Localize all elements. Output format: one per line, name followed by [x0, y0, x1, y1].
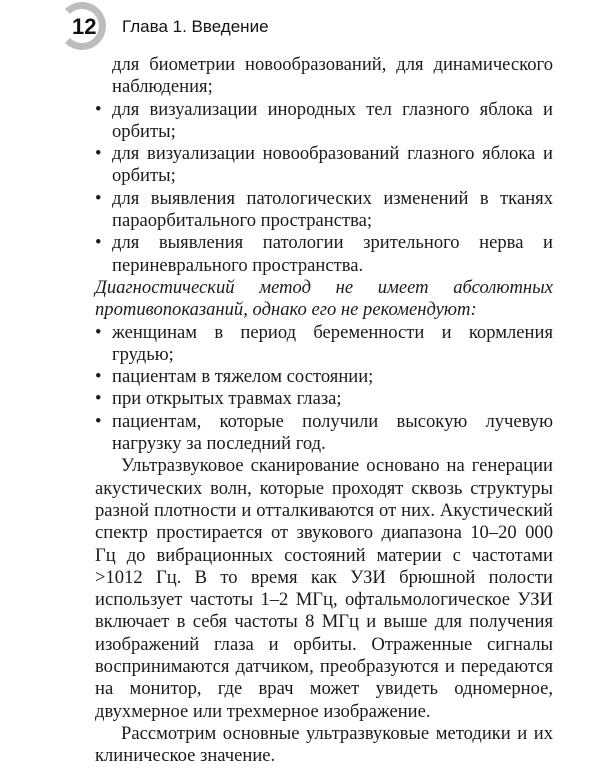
page-content: [95, 54, 553, 768]
list-item: • для визуализации инородных тел глазного яблока и орбиты;: [95, 99, 553, 144]
list-item: • для выявления патологии зрительного нерва и периневрального пространства.: [95, 232, 553, 277]
contraindications-intro: Диагностический метод не имеет абсолютных противопоказаний, однако его не рекомендуют:: [95, 276, 553, 321]
list-item: • женщинам в период беременности и кормления грудью;: [95, 322, 553, 367]
list-item: • пациентам в тяжелом состоянии;: [95, 366, 553, 388]
indications-list: [95, 54, 553, 277]
list-item: • для визуализации новообразований глазного яблока и орбиты;: [95, 143, 553, 188]
list-item: для биометрии новообразований, для динамического наблюдения;: [112, 54, 553, 98]
page-header: [52, 0, 562, 60]
list-item: • для выявления патологических изменений в тканях параорбитального пространства;: [95, 188, 553, 233]
body-paragraph: Рассмотрим основные ультразвуковые методики и их клиническое значение.: [95, 722, 553, 767]
list-item: • при открытых травмах глаза;: [95, 388, 553, 410]
body-paragraph: Ультразвуковое сканирование основано на генерации акустических волн, которые проходят сквозь структуры разной плотности и отталкиваются от них. Акустический спектр простирается от звукового диапазона 10–20 000 Гц до вибрационных состояний материи с частотами >1012 Гц. В то время как УЗИ брюшной полости использует частоты 1–2 МГц, офтальмологическое УЗИ включает в себя частоты 8 МГц и выше для получения изображений глаза и орбиты. Отраженные сигналы воспринимаются датчиком, преобразуются и передаются на монитор, где врач может увидеть одномерное, двухмерное или трехмерное изображение.: [95, 455, 553, 722]
contraindications-list: [95, 322, 553, 456]
chapter-title: Глава 1. Введение: [122, 17, 269, 36]
page-number: 12: [72, 14, 97, 39]
list-item: • пациентам, которые получили высокую лучевую нагрузку за последний год.: [95, 411, 553, 456]
